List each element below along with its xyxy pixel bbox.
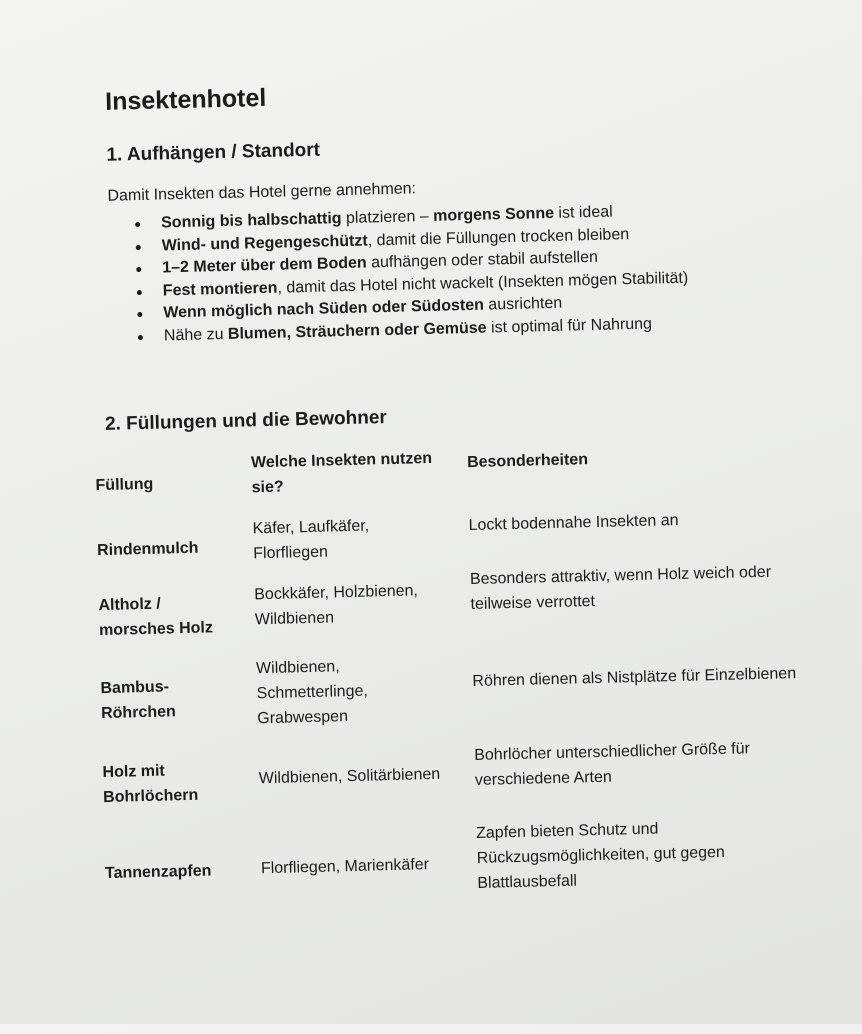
table-cell-notes: Röhren dienen als Nistplätze für Einzelbienen [472,665,797,691]
table-cell-fill: Rindenmulch [96,539,199,560]
table-cell-insects: Bockkäfer, Holzbienen, Wildbienen [254,582,419,629]
list-item: Nähe zu Blumen, Sträuchern oder Gemüse ist optimal für Nahrung [136,312,690,348]
table-cell-fill: Tannenzapfen [104,862,212,883]
list-item: Sonnig bis halbschattig platzieren – morgens Sonne ist ideal [133,200,687,236]
section-heading-fuellungen: 2. Füllungen und die Bewohner [104,407,388,435]
table-cell-insects: Käfer, Laufkäfer, Florfliegen [252,517,370,563]
table-cell-insects: Florfliegen, Marienkäfer [260,856,430,878]
list-item: Wenn möglich nach Süden oder Südosten ausrichten [135,290,689,326]
intro-text: Damit Insekten das Hotel gerne annehmen: [107,180,417,205]
column-header-insects: Welche Insekten nutzen sie? [250,449,433,497]
table-cell-insects: Wildbienen, Schmetterlinge, Grabwespen [255,658,369,728]
table-cell-fill: Bambus- Röhrchen [100,678,176,723]
column-header-fill: Füllung [95,475,154,495]
table-cell-notes: Besonders attraktiv, wenn Holz weich oder teilweise verrottet [469,563,772,614]
table-cell-fill: Altholz / morsches Holz [98,595,214,640]
table-cell-notes: Zapfen bieten Schutz und Rückzugsmöglichkeiten, gut gegen Blattlausbefall [475,820,726,892]
list-item: Wind- und Regengeschützt, damit die Füllungen trocken bleiben [133,222,687,258]
list-item: Fest montieren, damit das Hotel nicht wackelt (Insekten mögen Stabilität) [135,267,689,303]
section-heading-standort: 1. Aufhängen / Standort [106,139,321,166]
table-cell-insects: Wildbienen, Solitärbienen [258,765,441,788]
table-cell-notes: Lockt bodennahe Insekten an [468,511,679,535]
table-cell-notes: Bohrlöcher unterschiedlicher Größe für verschiedene Arten [474,740,751,789]
document-title: Insektenhotel [104,83,267,116]
table-cell-fill: Holz mit Bohrlöchern [102,762,199,807]
column-header-notes: Besonderheiten [466,451,589,472]
list-item: 1–2 Meter über dem Boden aufhängen oder stabil aufstellen [134,245,688,281]
